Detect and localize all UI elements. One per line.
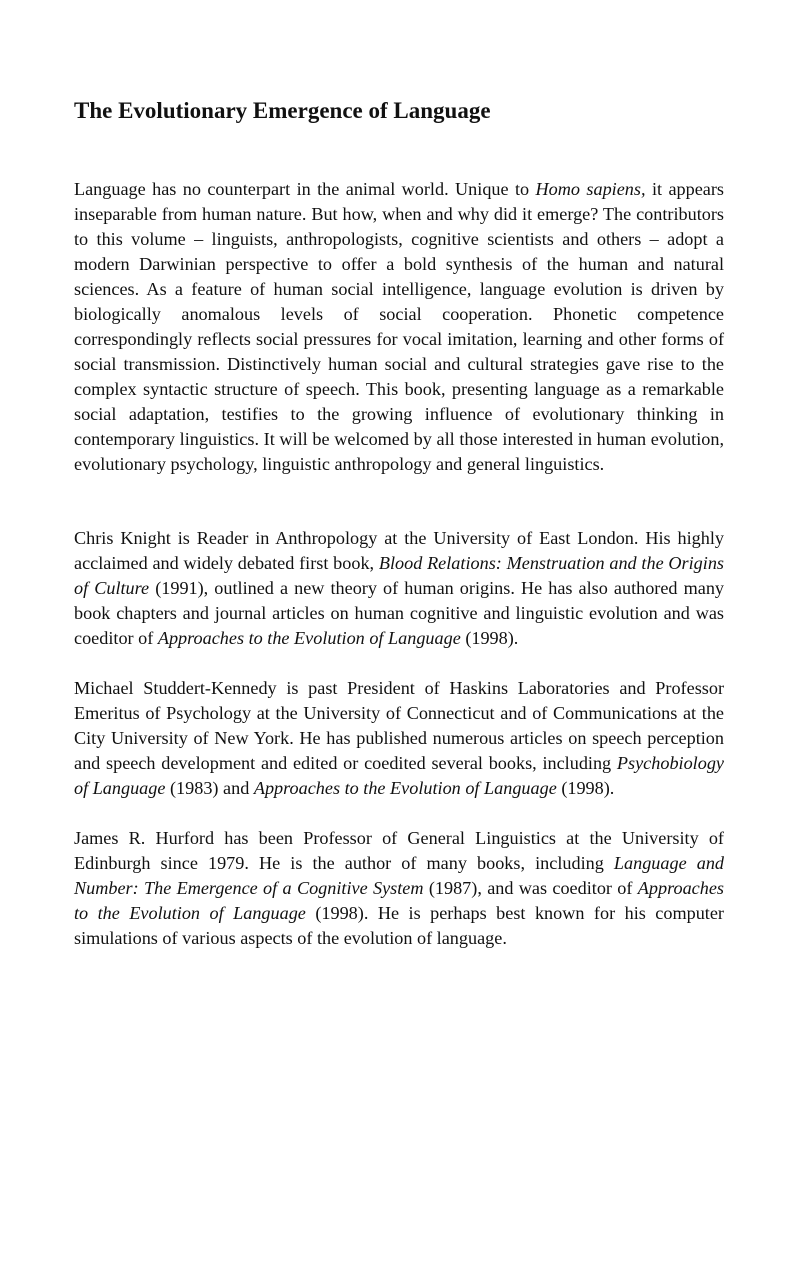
bio-studdert-text-3: (1998).	[556, 778, 615, 798]
bio-hurford-text-2: (1987), and was coeditor of	[423, 878, 638, 898]
bio-studdert-text-2: (1983) and	[165, 778, 254, 798]
bio-studdert-text-1: Michael Studdert-Kennedy is past President of Haskins Laboratories and Professor Emeritus of Psychology at the University of Connecticut and of Communications at the City University of New York. He has published numerous articles on speech perception and speech development and edited or coedited several books, including	[74, 678, 724, 773]
page-title: The Evolutionary Emergence of Language	[74, 98, 491, 123]
book-description-text-1: Language has no counterpart in the animal world. Unique to	[74, 179, 536, 199]
document-page	[74, 96, 724, 951]
bio-knight-italic-2: Approaches to the Evolution of Language	[157, 628, 461, 648]
book-description-text-2: it appears inseparable from human nature. But how, when and why did it emerge? The contributors to this volume – linguists, anthropologists, cognitive scientists and others – adopt a modern Darwinian perspective to offer a bold synthesis of the human and natural sciences. As a feature of human social intelligence, language evolution is driven by biologically anomalous levels of social cooperation. Phonetic competence correspondingly reflects social pressures for vocal imitation, learning and other forms of social transmission. Distinctively human social and cultural strategies gave rise to the complex syntactic structure of speech. This book, presenting language as a remarkable social adaptation, testifies to the growing influence of evolutionary thinking in contemporary linguistics. It will be welcomed by all those interested in human evolution, evolutionary psychology, linguistic anthropology and general linguistics.	[74, 179, 724, 474]
bio-knight-text-3: (1998).	[460, 628, 519, 648]
bio-knight-italic-1: Blood Relations: Menstruation and the Origins of Culture	[74, 553, 724, 598]
book-description-italic-1: Homo sapiens,	[535, 179, 646, 199]
bio-hurford-text-1: James R. Hurford has been Professor of General Linguistics at the University of Edinburgh since 1979. He is the author of many books, including	[74, 828, 724, 873]
bio-chris-knight	[74, 526, 724, 651]
bio-hurford-italic-2: Approaches to the Evolution of Language	[74, 878, 724, 923]
book-description	[74, 177, 724, 477]
bio-studdert-italic-1: Psychobiology of Language	[74, 753, 724, 798]
bio-hurford-text-3: (1998). He is perhaps best known for his computer simulations of various aspects of the evolution of language.	[74, 903, 724, 948]
bio-studdert-italic-2: Approaches to the Evolution of Language	[253, 778, 557, 798]
bio-hurford-italic-1: Language and Number: The Emergence of a Cognitive System	[74, 853, 724, 898]
bio-knight-text-1: Chris Knight is Reader in Anthropology at the University of East London. His highly acclaimed and widely debated first book,	[74, 528, 724, 573]
bio-michael-studdert-kennedy	[74, 676, 724, 801]
bio-james-hurford	[74, 826, 724, 951]
bio-knight-text-2: (1991), outlined a new theory of human origins. He has also authored many book chapters and journal articles on human cognitive and linguistic evolution and was coeditor of	[74, 578, 725, 648]
